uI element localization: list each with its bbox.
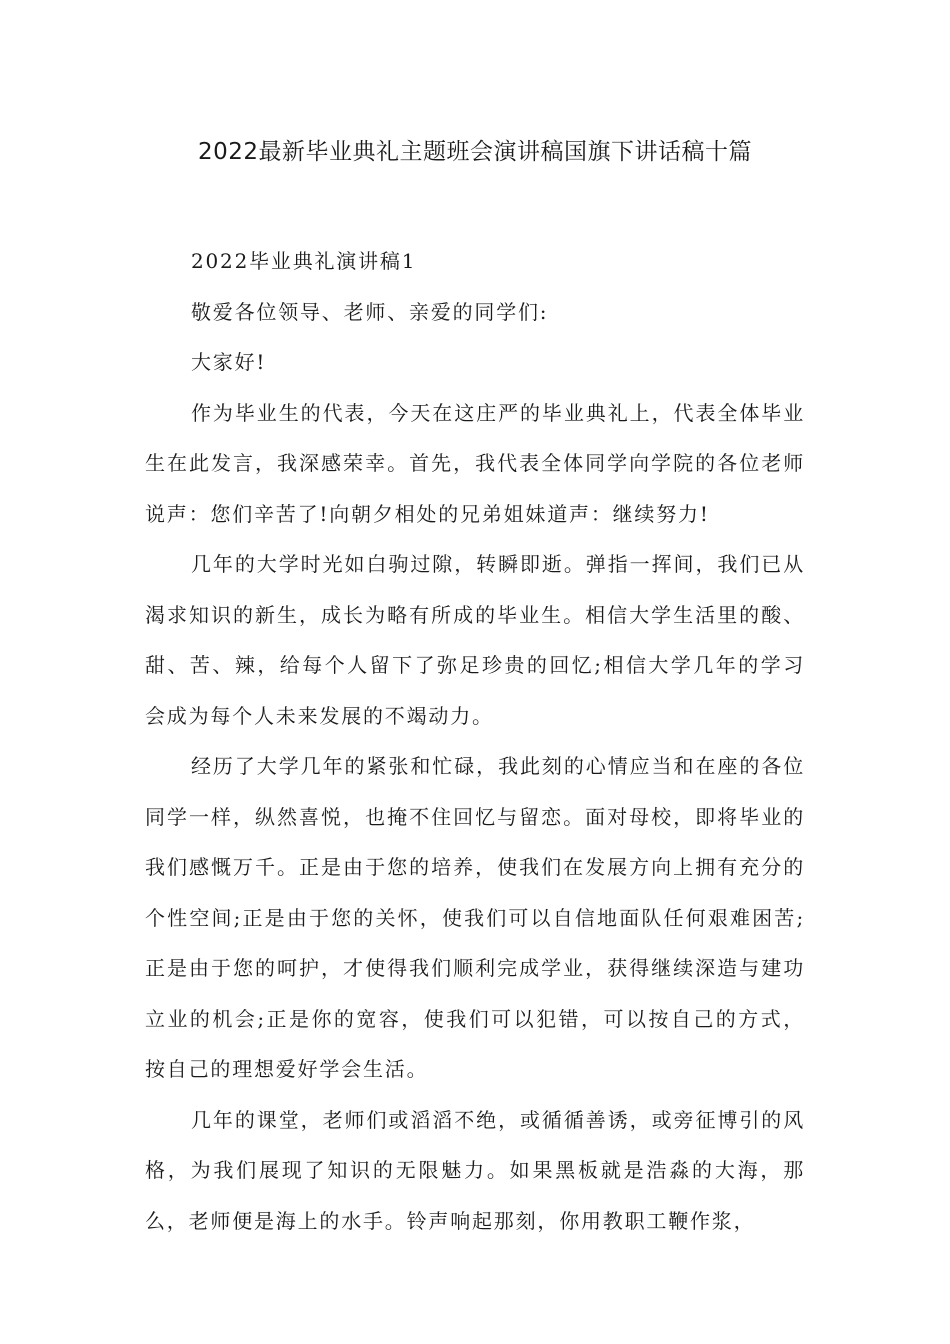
body-paragraph: 几年的大学时光如白驹过隙，转瞬即逝。弹指一挥间，我们已从渴求知识的新生，成长为略有所成的毕业生。相信大学生活里的酸、甜、苦、辣，给每个人留下了弥足珍贵的回忆;相信大学几年的学习会成为每个人未来发展的不竭动力。 xyxy=(145,552,805,728)
document-title: 2022最新毕业典礼主题班会演讲稿国旗下讲话稿十篇 xyxy=(197,139,753,165)
document-body xyxy=(145,236,805,1246)
body-paragraph: 几年的课堂，老师们或滔滔不绝，或循循善诱，或旁征博引的风格，为我们展现了知识的无限魅力。如果黑板就是浩淼的大海，那么，老师便是海上的水手。铃声响起那刻，你用教职工鞭作浆， xyxy=(145,1107,805,1233)
speech-heading: 2022毕业典礼演讲稿1 xyxy=(191,249,417,273)
body-paragraph: 作为毕业生的代表，今天在这庄严的毕业典礼上，代表全体毕业生在此发言，我深感荣幸。首先，我代表全体同学向学院的各位老师说声：您们辛苦了!向朝夕相处的兄弟姐妹道声：继续努力! xyxy=(145,400,805,526)
salutation: 敬爱各位领导、老师、亲爱的同学们: xyxy=(191,299,549,324)
body-paragraph: 经历了大学几年的紧张和忙碌，我此刻的心情应当和在座的各位同学一样，纵然喜悦，也掩不住回忆与留恋。面对母校，即将毕业的我们感慨万千。正是由于您的培养，使我们在发展方向上拥有充分的个性空间;正是由于您的关怀，使我们可以自信地面队任何艰难困苦;正是由于您的呵护，才使得我们顺利完成学业，获得继续深造与建功立业的机会;正是你的宽容，使我们可以犯错，可以按自己的方式，按自己的理想爱好学会生活。 xyxy=(145,754,805,1081)
greeting: 大家好! xyxy=(191,350,267,374)
